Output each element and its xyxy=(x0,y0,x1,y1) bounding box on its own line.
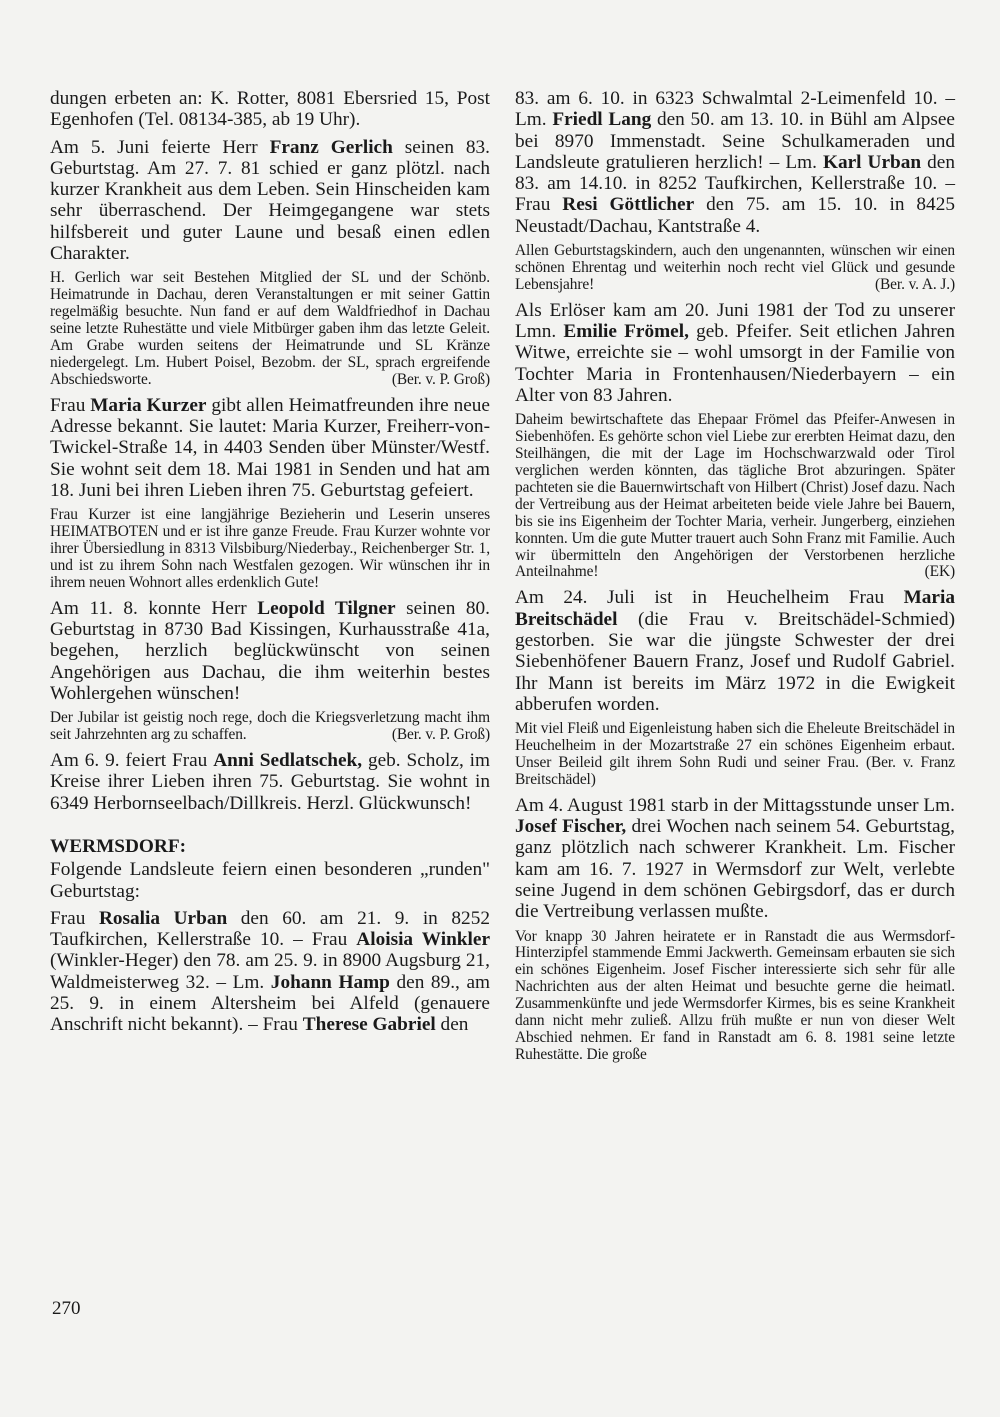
person-name: Maria Kurzer xyxy=(90,394,207,416)
text-run: (die Frau v. Breitschädel-Schmied) gestorben. Sie war die jüngste Schwester der drei Siebenhöfener Bauern Franz, Josef und Rudolf Gabriel. Ihr Mann ist bereits im März 1972 in die Ewigkeit abberufen worden. xyxy=(515,608,955,715)
report-note xyxy=(515,412,955,581)
report-note xyxy=(515,243,955,294)
person-name: Friedl Lang xyxy=(552,109,652,131)
person-name: Johann Hamp xyxy=(270,971,390,993)
text-run: H. Gerlich war seit Bestehen Mitglied der SL und der Schönb. Heimatrunde in Dachau, deren Veranstaltungen er mit seiner Gattin regelmäßig besuchte. Nun fand er auf dem Waldfriedhof in Dachau seine letzte Ruhestätte und viele Mitbürger gaben ihm das letzte Geleit. Am Grabe wurden seitens der Heimatrunde und SL Kränze niedergelegt. Lm. Hubert Poisel, Bezobm. der SL, sprach ergreifende Abschiedsworte. xyxy=(50,269,490,388)
report-note xyxy=(50,710,490,744)
text-run: seinen 80. Geburtstag in 8730 Bad Kissingen, Kurhausstraße 41a, begehen, herzlich beglückwünscht von seinen Angehörigen aus Dachau, die ihm weiterhin bestes Wohlergehen wünschen! xyxy=(50,597,491,704)
section-heading-wermsdorf: WERMSDORF: xyxy=(50,835,187,857)
left-paragraphs xyxy=(50,88,490,814)
text-run: Am 5. Juni feierte Herr xyxy=(50,136,270,158)
article-paragraph xyxy=(50,908,490,1036)
person-name: Aloisia Winkler xyxy=(356,929,490,951)
person-name: Rosalia Urban xyxy=(98,907,228,929)
person-name: Emilie Frömel, xyxy=(563,321,689,343)
person-name: Anni Sedlatschek, xyxy=(213,750,363,772)
text-run: seinen 83. Geburtstag. Am 27. 7. 81 schied er ganz plötzl. nach kurzer Krankheit aus dem Leben. Sein Hinscheiden kam sehr überraschend. Der Heimgegangene war stets hilfsbereit und guter Laune und besaß einen edlen Charakter. xyxy=(50,136,490,265)
text-run: 83. am 6. 10. in 6323 Schwalmtal 2-Leimenfeld 10. – Lm. xyxy=(515,88,955,131)
right-column xyxy=(515,88,955,1070)
article-paragraph xyxy=(515,300,955,406)
report-signature: (Ber. v. P. Groß) xyxy=(391,726,490,744)
text-run: drei Wochen nach seinem 54. Geburtstag, ganz plötzlich nach schwerer Krankheit. Lm. Fischer kam am 16. 7. 1927 in Wermsdorf zur Welt, verlebte seine Jugend in dem schönen Gebirgsdorf, das er durch die Vertreibung verlassen mußte. xyxy=(515,816,956,923)
left-column xyxy=(50,88,490,1042)
report-signature: (Ber. v. P. Groß) xyxy=(391,370,490,388)
report-signature: (EK) xyxy=(924,563,955,581)
article-paragraph xyxy=(515,587,955,715)
article-paragraph xyxy=(50,395,490,501)
text-run: Am 6. 9. feiert Frau xyxy=(50,750,214,772)
text-run: Frau xyxy=(50,394,91,416)
text-run: Der Jubilar ist geistig noch rege, doch die Kriegsverletzung macht ihm seit Jahrzehnten arg zu schaffen. xyxy=(50,709,490,744)
text-run: dungen erbeten an: K. Rotter, 8081 Ebersried 15, Post Egenhofen (Tel. 08134-385, ab 19 Uhr). xyxy=(50,88,490,131)
text-run: Folgende Landsleute feiern einen besonderen „runden" Geburtstag: xyxy=(50,859,490,902)
person-name: Resi Göttlicher xyxy=(562,194,695,216)
text-run: den 83. am 14.10. in 8252 Taufkirchen, Kellerstraße 10. – Frau xyxy=(515,151,955,216)
text-run: Am 11. 8. konnte Herr xyxy=(50,597,258,619)
left-paragraphs-wermsdorf xyxy=(50,859,490,1035)
person-name: Leopold Tilgner xyxy=(257,597,396,619)
person-name: Therese Gabriel xyxy=(302,1014,436,1036)
article-paragraph xyxy=(50,88,490,131)
article-paragraph xyxy=(515,795,955,923)
text-run: geb. Scholz, im Kreise ihrer Lieben ihren 75. Geburtstag. Sie wohnt in 6349 Herbornseelbach/Dillkreis. Herzl. Glückwunsch! xyxy=(50,750,490,814)
article-paragraph xyxy=(515,88,955,237)
text-run: (Winkler-Heger) den 78. am 25. 9. in 8900 Augsburg 21, Waldmeisterweg 32. – Lm. xyxy=(50,950,490,993)
report-signature: (Ber. v. A. J.) xyxy=(874,275,955,293)
article-paragraph xyxy=(50,750,490,814)
text-run: den xyxy=(435,1014,469,1036)
text-run: Allen Geburtstagskindern, auch den ungenannten, wünschen wir einen schönen Ehrentag und weiterhin noch recht viel Glück und gesunde Lebensjahre! xyxy=(515,242,955,293)
report-note xyxy=(515,929,955,1064)
page-number: 270 xyxy=(52,1298,81,1319)
text-run: Mit viel Fleiß und Eigenleistung haben sich die Eheleute Breitschädel in Heuchelheim in der Mozartstraße 27 ein schönes Eigenheim erbaut. Unser Beileid gilt ihrem Sohn Rudi und seiner Frau. (Ber. v. Franz Breitschädel) xyxy=(515,720,955,788)
text-run: Daheim bewirtschaftete das Ehepaar Frömel das Pfeifer-Anwesen in Siebenhöfen. Es gehörte schon viel Liebe zur ererbten Heimat dazu, den Steilhängen, die mit der Lage im Hochschwarzwald oder Tirol verglichen werden könnten, das tägliche Brot abzuringen. Später pachteten sie die Bauernwirtschaft von Hilbert (Christ) Josef dazu. Nach der Vertreibung aus der Heimat arbeiteten beide viele Jahre bei Bauern, bis sie ins Eigenheim der Tochter Maria, verheir. Jungerberg, einziehen konnten. Um die gute Mutter trauert auch Sohn Franz mit Familie. Auch wir übermitteln den Angehörigen der Verstorbenen herzliche Anteilnahme! xyxy=(515,411,955,581)
report-note xyxy=(50,507,490,592)
text-run: den 89., am 25. 9. in einem Altersheim bei Alfeld (genauere Anschrift nicht bekannt). – Frau xyxy=(50,971,490,1036)
text-run: Vor knapp 30 Jahren heiratete er in Ranstadt die aus Wermsdorf-Hinterzipfel stammende Emmi Jackwerth. Gemeinsam erbauten sie sich ein schönes Eigenheim. Josef Fischer interessierte sich sehr für alle Nachrichten aus der alten Heimat und besuchte gerne die heimatl. Zusammenkünfte und jede Wermsdorfer Kirmes, bis es seine Krankheit dann nicht mehr zuließ. Allzu früh mußte er nun von dieser Welt Abschied nehmen. Er fand in Ranstadt am 6. 8. 1981 seine letzte Ruhestätte. Die große xyxy=(515,927,955,1063)
text-run: den 75. am 15. 10. in 8425 Neustadt/Dachau, Kantstraße 4. xyxy=(515,194,955,237)
text-run: Am 24. Juli ist in Heuchelheim Frau xyxy=(515,587,904,609)
article-paragraph xyxy=(50,598,490,704)
report-note xyxy=(515,721,955,789)
person-name: Josef Fischer, xyxy=(515,816,627,838)
article-paragraph xyxy=(50,137,490,265)
text-run: Frau Kurzer ist eine langjährige Bezieherin und Leserin unseres HEIMATBOTEN und er ist ihre ganze Freude. Frau Kurzer wohnte vor ihrer Übersiedlung in 8313 Vilsbiburg/Niederbay., Reichenberger Str. 1, und ist zu ihrem Sohn nach Westfalen gezogen. Wir wünschen ihr in ihrem neuen Wohnort alles erdenklich Gute! xyxy=(50,506,490,591)
person-name: Maria Breitschädel xyxy=(515,587,955,630)
person-name: Franz Gerlich xyxy=(269,136,393,158)
report-note xyxy=(50,270,490,388)
right-paragraphs xyxy=(515,88,955,1064)
text-run: geb. Pfeifer. Seit etlichen Jahren Witwe, erreichte sie – wohl umsorgt in der Familie von Tochter Maria in Frontenhausen/Niederbayern – ein Alter von 83 Jahren. xyxy=(515,321,955,406)
text-run: gibt allen Heimatfreunden ihre neue Adresse bekannt. Sie lautet: Maria Kurzer, Freiherr-von-Twickel-Straße 14, in 4403 Senden über Münster/Westf. Sie wohnt seit dem 18. Mai 1981 in Senden und hat am 18. Juni bei ihren Lieben ihren 75. Geburtstag gefeiert. xyxy=(50,394,490,501)
text-run: den 60. am 21. 9. in 8252 Taufkirchen, Kellerstraße 10. – Frau xyxy=(50,907,490,951)
text-run: den 50. am 13. 10. in Bühl am Alpsee bei 8970 Immenstadt. Seine Schulkameraden und Landsleute gratulieren herzlich! – Lm. xyxy=(515,109,955,173)
text-run: Als Erlöser kam am 20. Juni 1981 der Tod zu unserer Lmn. xyxy=(515,299,955,343)
article-paragraph xyxy=(50,859,490,902)
text-run: Frau xyxy=(50,907,99,929)
person-name: Karl Urban xyxy=(822,151,922,173)
text-run: Am 4. August 1981 starb in der Mittagsstunde unser Lm. xyxy=(515,794,955,816)
